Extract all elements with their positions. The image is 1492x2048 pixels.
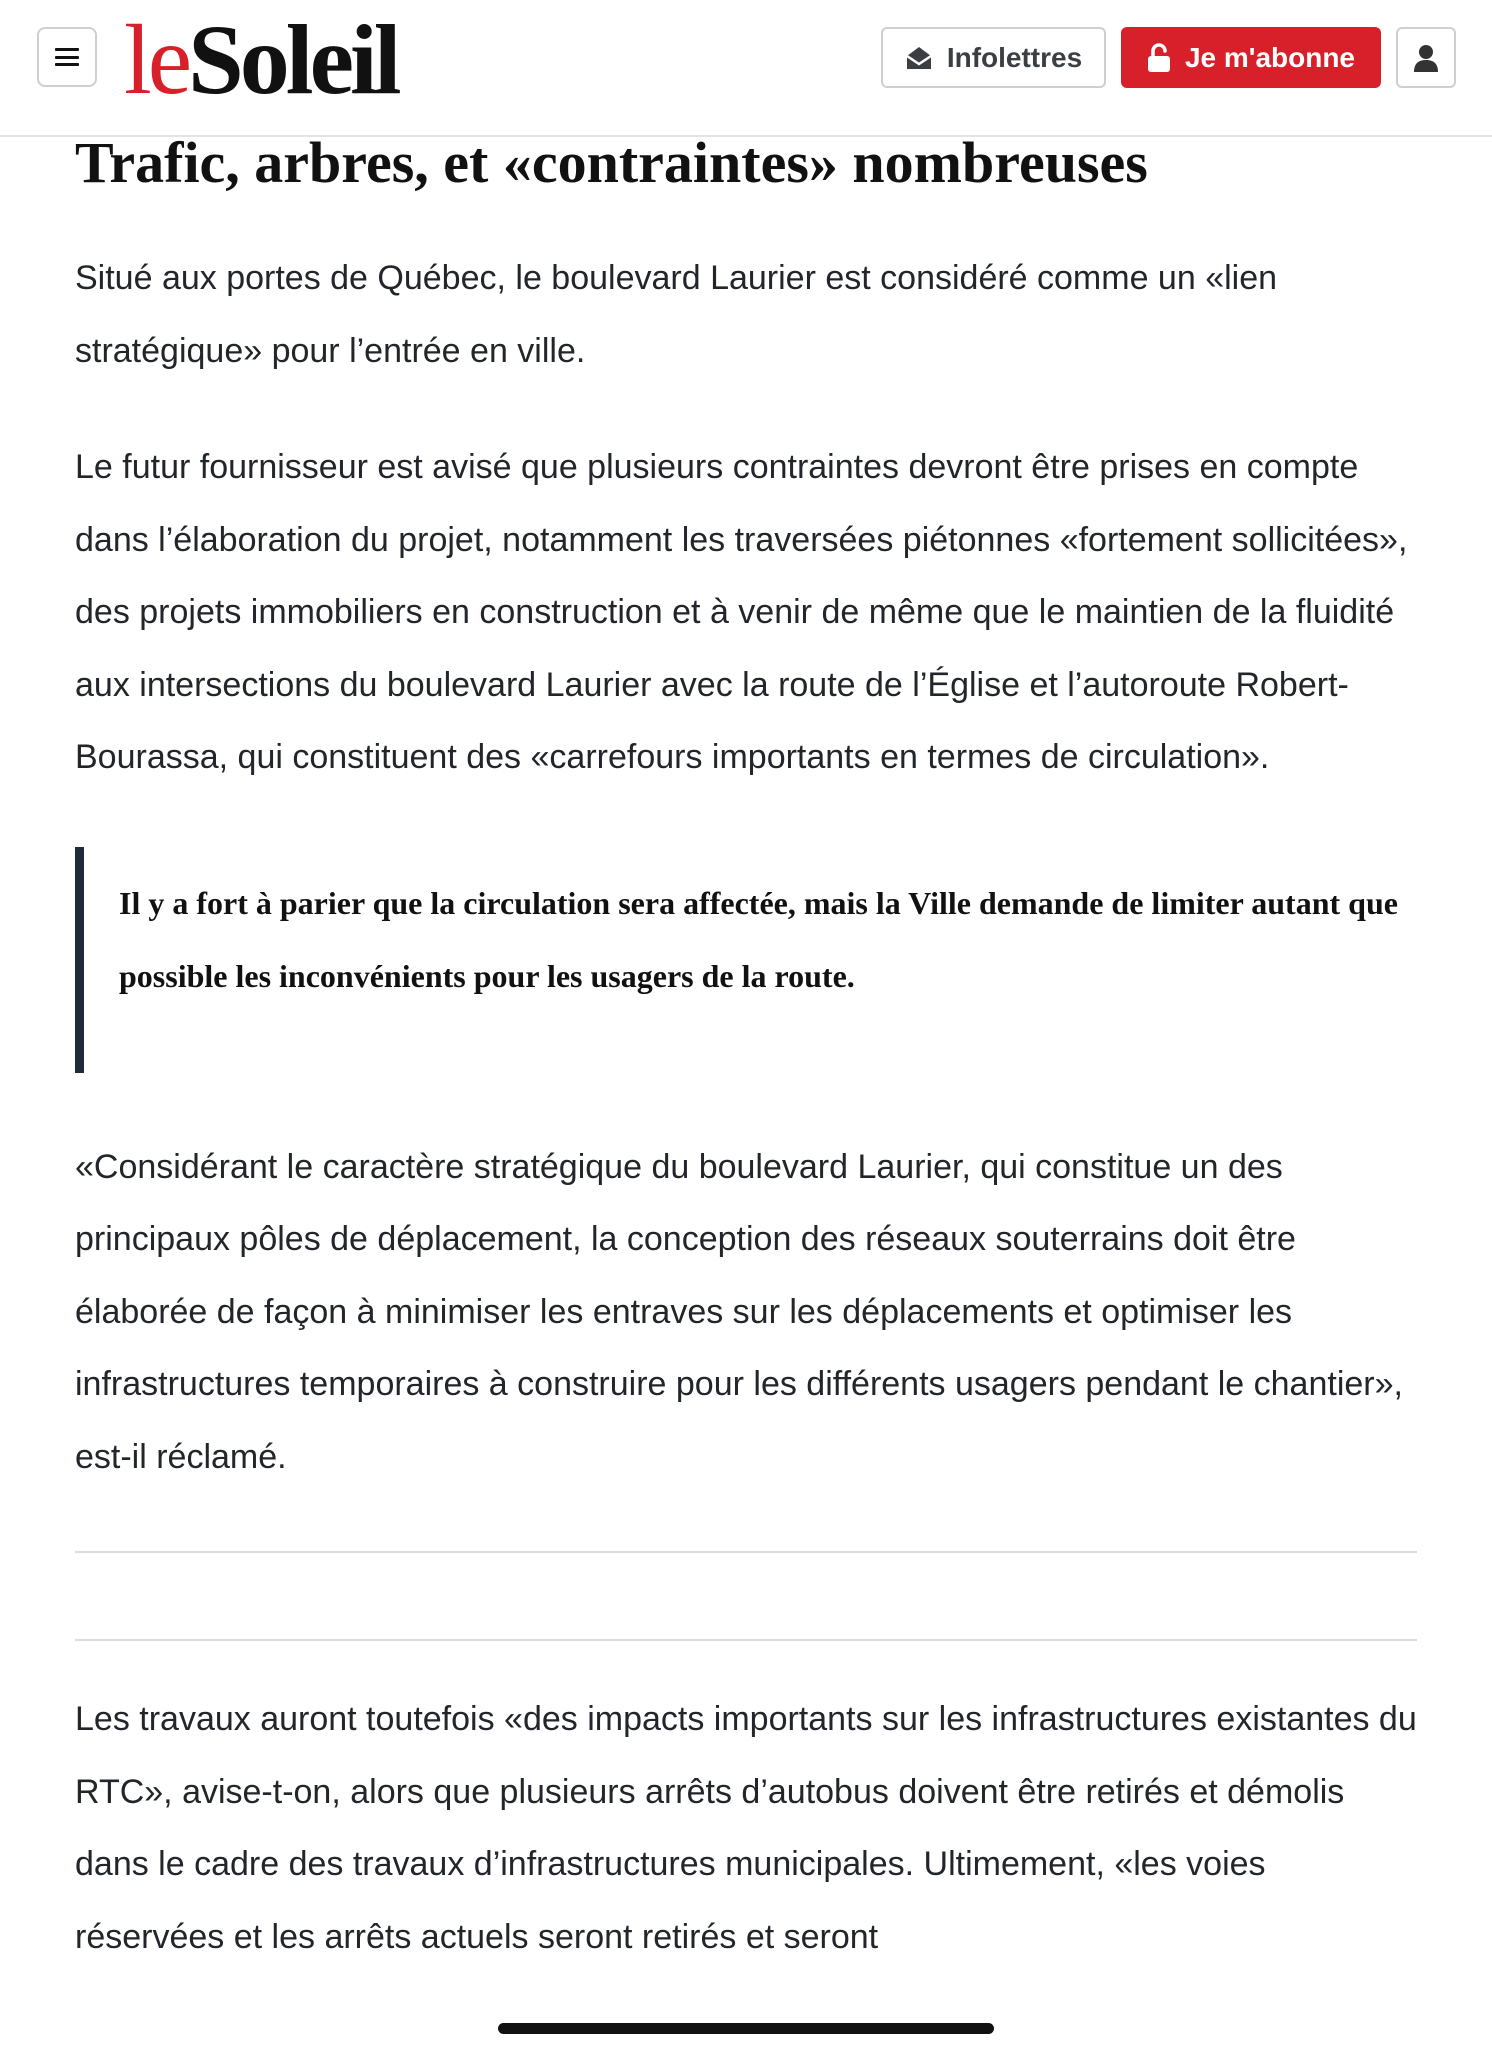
newsletters-button[interactable]	[881, 27, 1106, 88]
article-paragraph: Les travaux auront toutefois «des impacts importants sur les infrastructures existantes du RTC», avise-t-on, alors que plusieurs arrêts d’autobus doivent être retirés et démolis dans le cadre des travaux d’infrastructures municipales. Ultimement, «les voies réservées et les arrêts actuels seront retirés et seront	[75, 1700, 1417, 1956]
logo-le: le	[124, 4, 189, 115]
section-heading: Trafic, arbres, et «contraintes» nombreuses	[75, 130, 1148, 195]
logo-soleil: Soleil	[188, 4, 398, 115]
subscribe-button[interactable]	[1121, 27, 1381, 88]
article-body	[75, 118, 1417, 1973]
account-button[interactable]	[1396, 27, 1456, 88]
article-paragraph: «Considérant le caractère stratégique du boulevard Laurier, qui constitue un des principaux pôles de déplacement, la conception des réseaux souterrains doit être élaborée de façon à minimiser les entraves sur les déplacements et optimiser les infrastructures temporaires à construire pour les différents usagers pendant le chantier», est-il réclamé.	[75, 1147, 1403, 1476]
envelope-open-icon	[905, 45, 933, 71]
article-paragraph: Situé aux portes de Québec, le boulevard Laurier est considéré comme un «lien stratégique» pour l’entrée en ville.	[75, 259, 1278, 370]
divider	[75, 1551, 1417, 1553]
article-paragraph: Le futur fournisseur est avisé que plusieurs contraintes devront être prises en compte dans l’élaboration du projet, notamment les traversées piétonnes «fortement sollicitées», des projets immobiliers en construction et à venir de même que le maintien de la fluidité aux intersections du boulevard Laurier avec la route de l’Église et l’autoroute Robert-Bourassa, qui constituent des «carrefours importants en termes de circulation».	[75, 448, 1408, 776]
subscribe-label: Je m'abonne	[1184, 41, 1356, 73]
newsletters-label: Infolettres	[946, 41, 1083, 73]
site-header	[0, 0, 1492, 137]
site-logo[interactable]	[124, 2, 398, 118]
hamburger-menu-icon	[55, 48, 79, 66]
pull-quote	[75, 847, 1417, 1073]
user-icon	[1413, 44, 1439, 72]
divider	[75, 1639, 1417, 1641]
unlock-icon	[1147, 43, 1171, 73]
home-indicator	[498, 2023, 994, 2034]
pull-quote-text: Il y a fort à parier que la circulation sera affectée, mais la Ville demande de limiter autant que possible les inconvénients pour les usagers de la route.	[119, 884, 1398, 994]
menu-button[interactable]	[37, 27, 97, 87]
